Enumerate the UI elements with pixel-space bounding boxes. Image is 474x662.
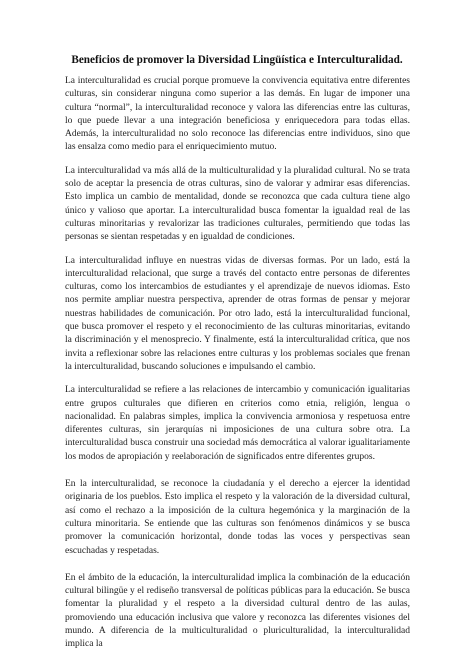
paragraph-1: La interculturalidad es crucial porque promueve la convivencia equitativa entre diferentes culturas, sin considerar ninguna como superior a las demás. En lugar de imponer una cultura “normal”, la interculturalidad reconoce y valora las diferencias entre las culturas, lo que puede llevar a una integración beneficiosa y enriquecedora para todas ellas. Además, la interculturalidad no solo reconoce las diferencias entre individuos, sino que las ensalza como medio para el enriquecimiento mutuo. bbox=[65, 76, 410, 153]
paragraph-3: La interculturalidad influye en nuestras vidas de diversas formas. Por un lado, está la interculturalidad relacional, que surge a través del contacto entre personas de diferentes culturas, como los intercambios de estudiantes y el aprendizaje de nuevos idiomas. Esto nos permite ampliar nuestra perspectiva, aprender de otras formas de pensar y mejorar nuestras habilidades de comunicación. Por otro lado, está la interculturalidad funcional, que busca promover el respeto y el reconocimiento de las culturas minoritarias, evitando la discriminación y el menosprecio. Y finalmente, está la interculturalidad crítica, que nos invita a reflexionar sobre las relaciones entre culturas y los problemas sociales que frenan la interculturalidad, buscando soluciones e impulsando el cambio. bbox=[65, 255, 410, 372]
paragraph-6: En el ámbito de la educación, la interculturalidad implica la combinación de la educación cultural bilingüe y el rediseño transversal de políticas públicas para la educación. Se busca fomentar la pluralidad y el respeto a la diversidad cultural dentro de las aulas, promoviendo una educación inclusiva que valore y reconozca las diferentes visiones del mundo. A diferencia de la multiculturalidad o pluriculturalidad, la interculturalidad implica la bbox=[65, 572, 410, 650]
paragraph-2: La interculturalidad va más allá de la multiculturalidad y la pluralidad cultural. No se trata solo de aceptar la presencia de otras culturas, sino de valorar y admirar esas diferencias. Esto implica un cambio de mentalidad, donde se reconozca que cada cultura tiene algo único y valioso que aportar. La interculturalidad busca fomentar la igualdad real de las culturas minoritarias y revalorizar las tradiciones culturales, permitiendo que todas las personas se sientan respetadas y en igualdad de condiciones. bbox=[65, 165, 410, 243]
document-body bbox=[65, 75, 410, 662]
paragraph-4: La interculturalidad se refiere a las relaciones de intercambio y comunicación igualitarias entre grupos culturales que difieren en criterios como etnia, religión, lengua o nacionalidad. En palabras simples, implica la convivencia armoniosa y respetuosa entre diferentes culturas, sin jerarquías ni imposiciones de una cultura sobre otra. La interculturalidad busca construir una sociedad más democrática al valorar igualitariamente los modos de apropiación y reelaboración de significados entre diferentes grupos. bbox=[65, 385, 410, 462]
document-title: Beneficios de promover la Diversidad Lingüística e Interculturalidad. bbox=[71, 54, 403, 66]
paragraph-5: En la interculturalidad, se reconoce la ciudadanía y el derecho a ejercer la identidad originaria de los pueblos. Esto implica el respeto y la valoración de la diversidad cultural, así como el rechazo a la imposición de la cultura hegemónica y la marginación de la cultura minoritaria. Se entiende que las culturas son fenómenos dinámicos y se busca promover la comunicación horizontal, donde todas las voces y perspectivas sean escuchadas y respetadas. bbox=[65, 479, 410, 556]
